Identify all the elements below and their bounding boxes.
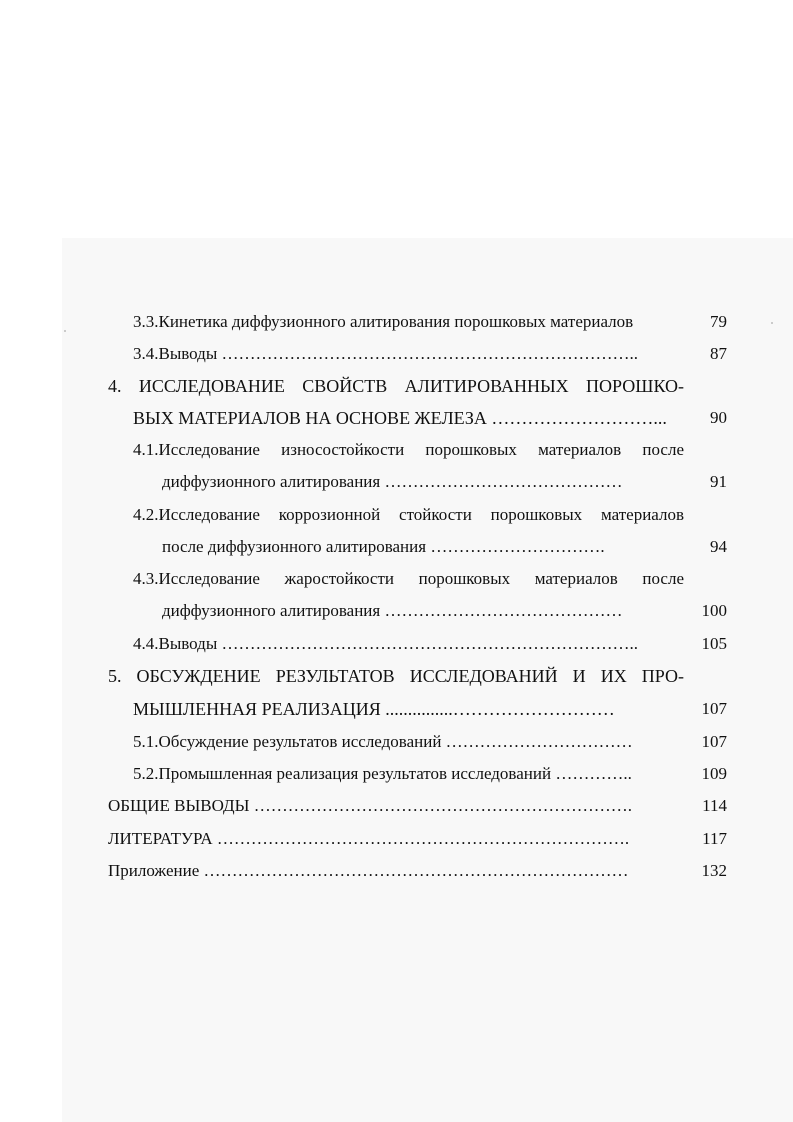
toc-page-5: 107 xyxy=(701,699,727,718)
toc-page-4-3: 100 xyxy=(701,601,727,620)
toc-entry-5-1: 5.1.Обсуждение результатов исследований …………………………… xyxy=(133,732,633,751)
toc-entry-4-2-line1: 4.2.Исследование коррозионной стойкости порошковых материалов xyxy=(133,505,684,524)
toc-chapter-4-line2: ВЫХ МАТЕРИАЛОВ НА ОСНОВЕ ЖЕЛЕЗА ………………………... xyxy=(133,408,667,428)
toc-appendix: Приложение ………………………………………………………………… xyxy=(108,861,629,880)
toc-page-5-2: 109 xyxy=(701,764,727,783)
toc-page-3-4: 87 xyxy=(710,344,727,363)
toc-entry-4-4: 4.4.Выводы ……………………………………………………………….. xyxy=(133,634,639,653)
toc-entry-3-4: 3.4.Выводы ……………………………………………………………….. xyxy=(133,344,639,363)
toc-entry-3-3: 3.3.Кинетика диффузионного алитирования порошковых материалов xyxy=(133,312,634,331)
toc-page-references: 117 xyxy=(702,829,727,848)
toc-page-appendix: 132 xyxy=(701,861,727,880)
toc-entry-4-3-line2: диффузионного алитирования …………………………………… xyxy=(162,601,623,620)
toc-chapter-5-line2: МЫШЛЕННАЯ РЕАЛИЗАЦИЯ ...............……………………… xyxy=(133,699,615,719)
toc-page-4-1: 91 xyxy=(710,472,727,491)
toc-entry-4-1-line2: диффузионного алитирования …………………………………… xyxy=(162,472,623,491)
toc-entry-4-2-line2: после диффузионного алитирования …………………………. xyxy=(162,537,605,556)
toc-page-4-2: 94 xyxy=(710,537,727,556)
toc-page-general-conclusions: 114 xyxy=(702,796,727,815)
toc-page-4: 90 xyxy=(710,408,727,427)
scan-speck xyxy=(64,330,66,332)
toc-page-4-4: 105 xyxy=(701,634,727,653)
toc-page-5-1: 107 xyxy=(701,732,727,751)
toc-page-3-3: 79 xyxy=(710,312,727,331)
toc-references: ЛИТЕРАТУРА ………………………………………………………………. xyxy=(108,829,630,848)
scan-speck xyxy=(771,322,773,324)
toc-entry-4-3-line1: 4.3.Исследование жаростойкости порошковых материалов после xyxy=(133,569,684,588)
toc-chapter-4-line1: 4. ИССЛЕДОВАНИЕ СВОЙСТВ АЛИТИРОВАННЫХ ПОРОШКО- xyxy=(108,376,684,396)
toc-chapter-5-line1: 5. ОБСУЖДЕНИЕ РЕЗУЛЬТАТОВ ИССЛЕДОВАНИЙ И ИХ ПРО- xyxy=(108,666,684,686)
toc-general-conclusions: ОБЩИЕ ВЫВОДЫ …………………………………………………………. xyxy=(108,796,632,815)
toc-entry-5-2: 5.2.Промышленная реализация результатов исследований ………….. xyxy=(133,764,632,783)
toc-entry-4-1-line1: 4.1.Исследование износостойкости порошковых материалов после xyxy=(133,440,684,459)
